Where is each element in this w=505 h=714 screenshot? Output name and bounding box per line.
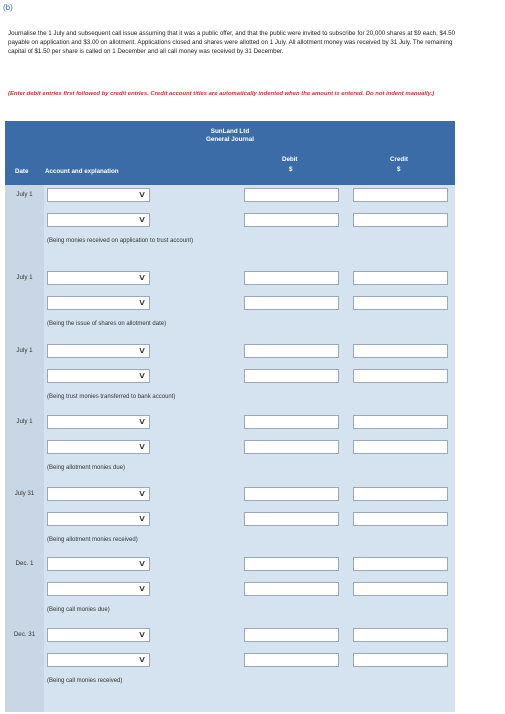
credit-amount-input[interactable] bbox=[353, 344, 448, 358]
entry-narration: (Being trust monies transferred to bank account) bbox=[47, 394, 176, 400]
debit-account-select[interactable] bbox=[47, 628, 150, 642]
credit-account-select[interactable] bbox=[47, 512, 150, 526]
debit-account-select[interactable] bbox=[47, 557, 150, 571]
chevron-down-icon: ˅ bbox=[139, 417, 145, 428]
credit-amount-input[interactable] bbox=[353, 271, 448, 285]
chevron-down-icon: ˅ bbox=[139, 655, 145, 666]
column-debit: Debit bbox=[282, 156, 298, 163]
journal-body bbox=[5, 185, 455, 712]
column-account: Account and explanation bbox=[45, 168, 119, 175]
journal-header bbox=[5, 121, 455, 153]
debit-account-select[interactable] bbox=[47, 344, 150, 358]
debit-account-select[interactable] bbox=[47, 271, 150, 285]
chevron-down-icon: ˅ bbox=[139, 346, 145, 357]
credit-account-select[interactable] bbox=[47, 213, 150, 227]
column-date: Date bbox=[15, 168, 29, 175]
entry-date: July 1 bbox=[16, 191, 33, 198]
credit-account-select[interactable] bbox=[47, 369, 150, 383]
chevron-down-icon: ˅ bbox=[139, 514, 145, 525]
credit-amount-input[interactable] bbox=[353, 415, 448, 429]
credit-amount-input[interactable] bbox=[353, 653, 448, 667]
credit-amount-input[interactable] bbox=[353, 440, 448, 454]
chevron-down-icon: ˅ bbox=[139, 442, 145, 453]
chevron-down-icon: ˅ bbox=[139, 298, 145, 309]
credit-amount-input[interactable] bbox=[353, 487, 448, 501]
entry-narration: (Being monies received on application to trust account) bbox=[47, 238, 194, 244]
credit-currency: $ bbox=[397, 166, 401, 173]
credit-account-select[interactable] bbox=[47, 440, 150, 454]
credit-account-select[interactable] bbox=[47, 582, 150, 596]
part-label: (b) bbox=[3, 3, 13, 12]
debit-amount-input[interactable] bbox=[244, 653, 339, 667]
entry-narration: (Being call monies due) bbox=[47, 607, 110, 613]
debit-amount-input[interactable] bbox=[244, 188, 339, 202]
debit-amount-input[interactable] bbox=[244, 213, 339, 227]
chevron-down-icon: ˅ bbox=[139, 273, 145, 284]
credit-amount-input[interactable] bbox=[353, 512, 448, 526]
debit-currency: $ bbox=[289, 166, 293, 173]
debit-amount-input[interactable] bbox=[244, 296, 339, 310]
debit-amount-input[interactable] bbox=[244, 271, 339, 285]
entry-date: Dec. 1 bbox=[15, 560, 34, 567]
column-credit: Credit bbox=[390, 156, 408, 163]
debit-amount-input[interactable] bbox=[244, 487, 339, 501]
chevron-down-icon: ˅ bbox=[139, 584, 145, 595]
entry-narration: (Being allotment monies due) bbox=[47, 465, 126, 471]
debit-amount-input[interactable] bbox=[244, 557, 339, 571]
chevron-down-icon: ˅ bbox=[139, 190, 145, 201]
credit-amount-input[interactable] bbox=[353, 296, 448, 310]
journal-title: General Journal bbox=[206, 136, 254, 143]
debit-amount-input[interactable] bbox=[244, 628, 339, 642]
debit-amount-input[interactable] bbox=[244, 415, 339, 429]
credit-amount-input[interactable] bbox=[353, 369, 448, 383]
company-name: SunLand Ltd bbox=[210, 128, 250, 135]
debit-account-select[interactable] bbox=[47, 188, 150, 202]
entry-date: Dec. 31 bbox=[13, 631, 36, 638]
chevron-down-icon: ˅ bbox=[139, 371, 145, 382]
debit-account-select[interactable] bbox=[47, 415, 150, 429]
chevron-down-icon: ˅ bbox=[139, 630, 145, 641]
debit-amount-input[interactable] bbox=[244, 344, 339, 358]
entry-narration: (Being allotment monies received) bbox=[47, 537, 138, 543]
credit-account-select[interactable] bbox=[47, 296, 150, 310]
debit-amount-input[interactable] bbox=[244, 582, 339, 596]
credit-amount-input[interactable] bbox=[353, 188, 448, 202]
entry-narration: (Being call monies received) bbox=[47, 678, 123, 684]
chevron-down-icon: ˅ bbox=[139, 489, 145, 500]
entry-date: July 1 bbox=[16, 418, 33, 425]
entry-date: July 31 bbox=[14, 490, 35, 497]
credit-account-select[interactable] bbox=[47, 653, 150, 667]
instruction-text: (Enter debit entries first followed by credit entries. Credit account titles are automatically indented when the amount is entered. Do not indent manually.) bbox=[8, 91, 435, 97]
entry-date: July 1 bbox=[16, 347, 33, 354]
debit-account-select[interactable] bbox=[47, 487, 150, 501]
chevron-down-icon: ˅ bbox=[139, 215, 145, 226]
entry-date: July 1 bbox=[16, 274, 33, 281]
credit-amount-input[interactable] bbox=[353, 213, 448, 227]
column-header-row bbox=[5, 153, 455, 185]
debit-amount-input[interactable] bbox=[244, 369, 339, 383]
general-journal-table bbox=[5, 121, 455, 712]
credit-amount-input[interactable] bbox=[353, 582, 448, 596]
chevron-down-icon: ˅ bbox=[139, 559, 145, 570]
credit-amount-input[interactable] bbox=[353, 557, 448, 571]
debit-amount-input[interactable] bbox=[244, 440, 339, 454]
credit-amount-input[interactable] bbox=[353, 628, 448, 642]
question-text: Journalise the 1 July and subsequent call issue assuming that it was a public offer, and that the public were invited to subscribe for 20,000 shares at $9 each, $4.50 payable on application and $3.00 on allotment. Applications closed and shares were allotted on 1 July. All allotment money was received by 31 July. The remaining capital of $1.50 per share is called on 1 December and all call money was received by 31 December. bbox=[8, 30, 456, 55]
debit-amount-input[interactable] bbox=[244, 512, 339, 526]
entry-narration: (Being the issue of shares on allotment date) bbox=[47, 321, 167, 327]
